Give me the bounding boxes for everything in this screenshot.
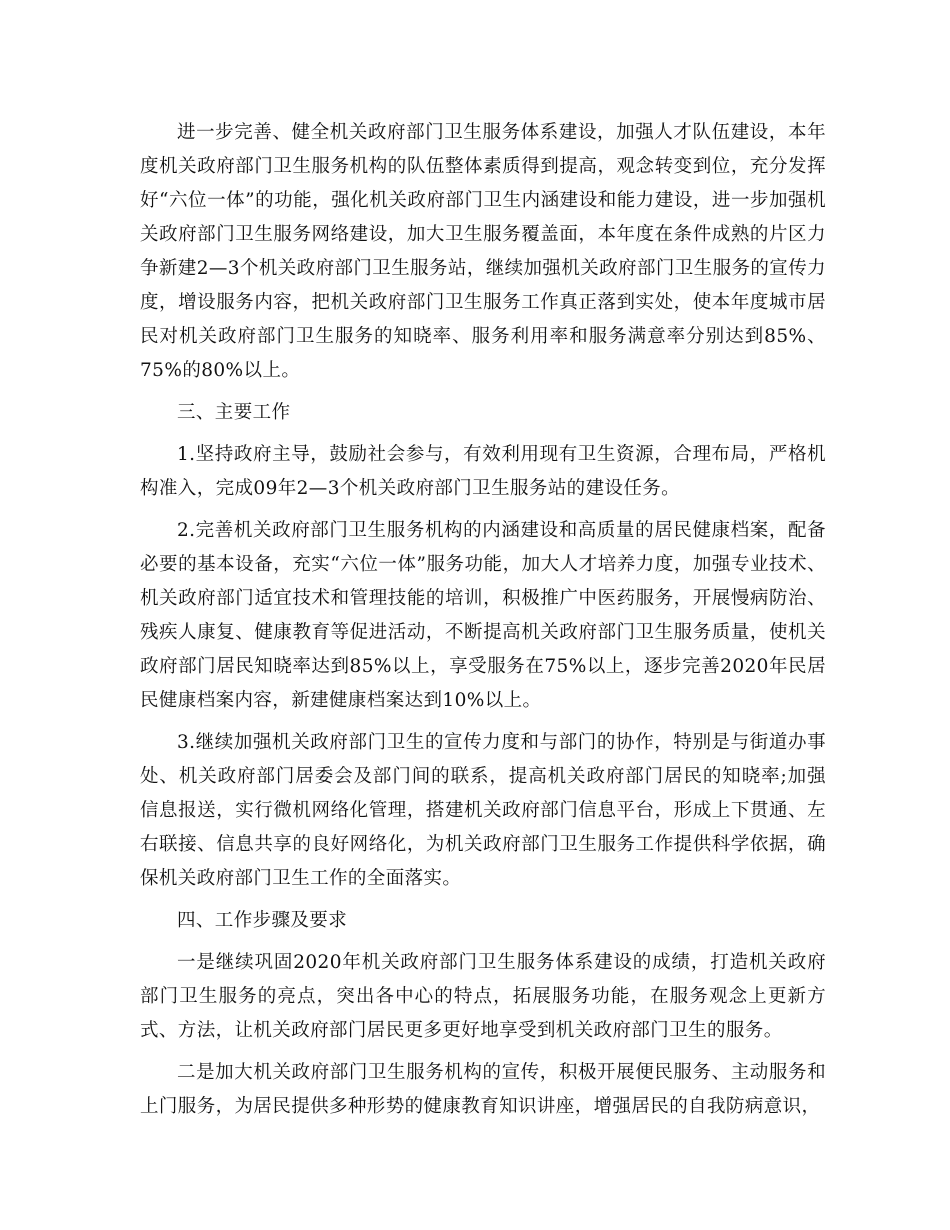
section-heading-main-work: 三、主要工作	[177, 402, 291, 423]
paragraph-step-2: 二是加大机关政府部门卫生服务机构的宣传，积极开展便民服务、主动服务和上门服务，为居民提供多种形势的健康教育知识讲座，增强居民的自我防病意识，	[140, 1062, 826, 1117]
document-body	[140, 116, 826, 1132]
section-heading-steps: 四、工作步骤及要求	[177, 910, 348, 931]
paragraph-work-item-2: 2.完善机关政府部门卫生服务机构的内涵建设和高质量的居民健康档案，配备必要的基本设备，充实“六位一体”服务功能，加大人才培养力度，加强专业技术、机关政府部门适宜技术和管理技能的培训，积极推广中医药服务，开展慢病防治、残疾人康复、健康教育等促进活动，不断提高机关政府部门卫生服务质量，使机关政府部门居民知晓率达到85%以上，享受服务在75%以上，逐步完善2020年民居民健康档案内容，新建健康档案达到10%以上。	[140, 520, 826, 711]
paragraph-work-item-3: 3.继续加强机关政府部门卫生的宣传力度和与部门的协作，特别是与街道办事处、机关政府部门居委会及部门间的联系，提高机关政府部门居民的知晓率;加强信息报送，实行微机网络化管理，搭建机关政府部门信息平台，形成上下贯通、左右联接、信息共享的良好网络化，为机关政府部门卫生服务工作提供科学依据，确保机关政府部门卫生工作的全面落实。	[140, 732, 826, 889]
paragraph-step-1: 一是继续巩固2020年机关政府部门卫生服务体系建设的成绩，打造机关政府部门卫生服务的亮点，突出各中心的特点，拓展服务功能，在服务观念上更新方式、方法，让机关政府部门居民更多更好地享受到机关政府部门卫生的服务。	[140, 952, 826, 1041]
paragraph-goals: 进一步完善、健全机关政府部门卫生服务体系建设，加强人才队伍建设，本年度机关政府部门卫生服务机构的队伍整体素质得到提高，观念转变到位，充分发挥好“六位一体”的功能，强化机关政府部门卫生内涵建设和能力建设，进一步加强机关政府部门卫生服务网络建设，加大卫生服务覆盖面，本年度在条件成熟的片区力争新建2—3个机关政府部门卫生服务站，继续加强机关政府部门卫生服务的宣传力度，增设服务内容，把机关政府部门卫生服务工作真正落到实处，使本年度城市居民对机关政府部门卫生服务的知晓率、服务利用率和服务满意率分别达到85%、75%的80%以上。	[140, 122, 826, 381]
paragraph-work-item-1: 1.坚持政府主导，鼓励社会参与，有效利用现有卫生资源，合理布局，严格机构准入，完成09年2—3个机关政府部门卫生服务站的建设任务。	[140, 444, 826, 499]
